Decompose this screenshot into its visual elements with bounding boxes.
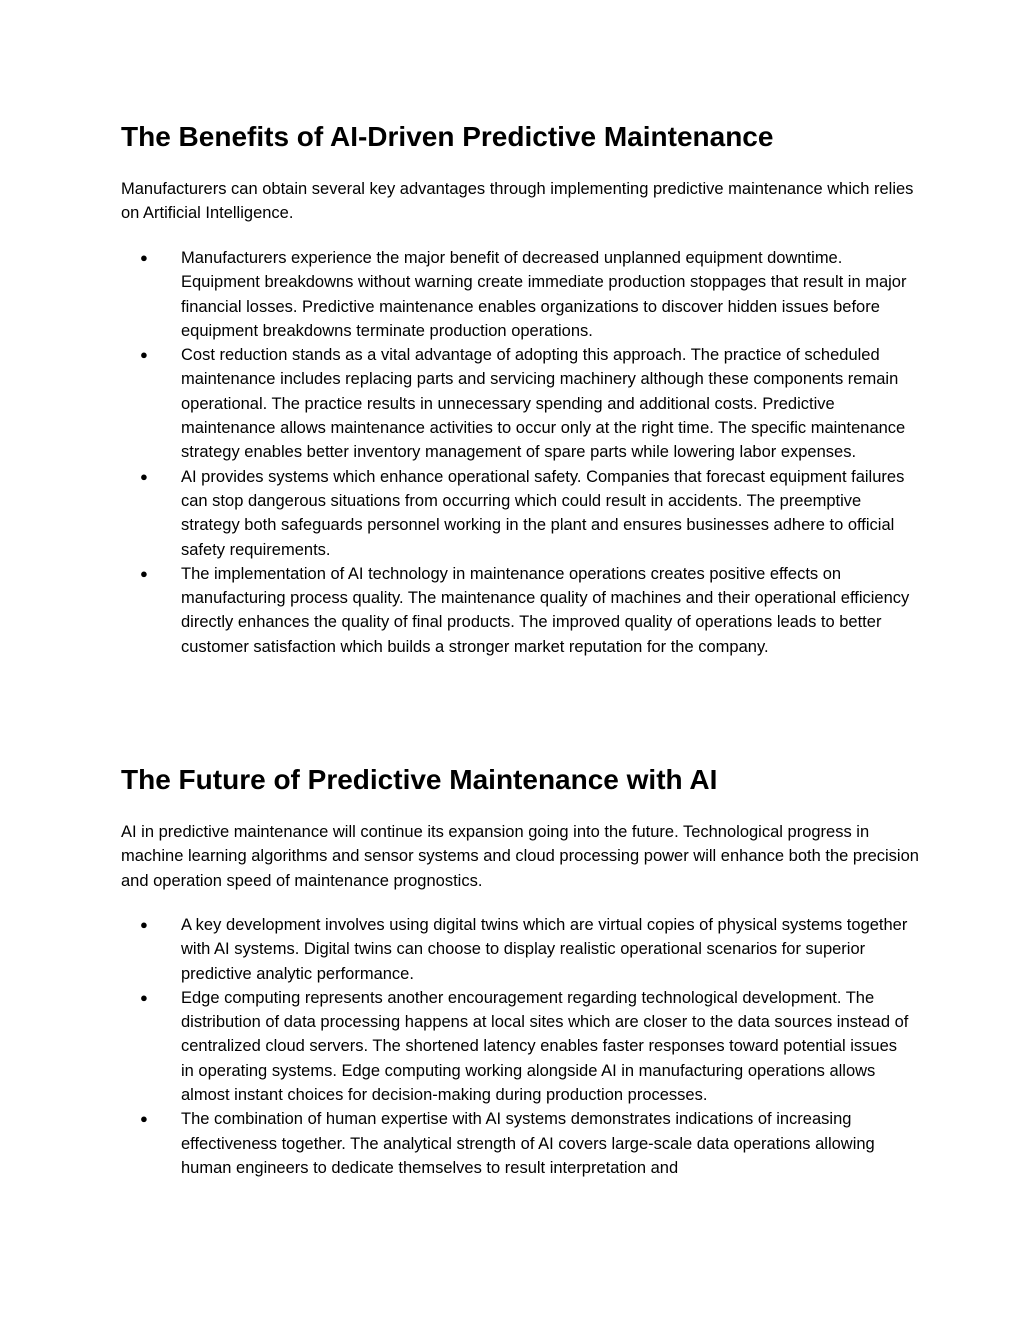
list-item — [121, 986, 911, 1107]
list-item — [121, 246, 911, 343]
bullet-icon: ● — [140, 1111, 148, 1127]
list-item-text: Manufacturers experience the major benefit of decreased unplanned equipment downtime. Equipment breakdowns without warning create immediate production stoppages that result in major financial losses. Predictive maintenance enables organizations to discover hidden issues before equipment breakdowns terminate production operations. — [181, 249, 907, 340]
bullet-icon: ● — [140, 917, 148, 932]
list-item-text: Cost reduction stands as a vital advantage of adopting this approach. The practice of scheduled maintenance includes replacing parts and servicing machinery although these components remain operational. The practice results in unnecessary spending and additional costs. Predictive maintenance allows maintenance activities to occur only at the right time. The specific maintenance strategy enables better inventory management of spare parts while lowering labor expenses. — [181, 346, 906, 462]
list-item-text: AI provides systems which enhance operational safety. Companies that forecast equipment failures can stop dangerous situations from occurring which could result in accidents. The preemptive strategy both safeguards personnel working in the plant and ensures businesses adhere to official safety requirements. — [181, 467, 905, 559]
bullet-icon: ● — [140, 565, 148, 581]
bullet-icon: ● — [140, 250, 148, 265]
list-item-text: Edge computing represents another encouragement regarding technological development. The distribution of data processing happens at local sites which are closer to the data sources instead of centralized cloud servers. The shortened latency enables faster responses toward potential issues in operating systems. Edge computing working alongside AI in manufacturing operations allows almost instant choices for decision-making during production processes. — [181, 988, 909, 1105]
bullet-icon: ● — [140, 989, 148, 1005]
section-heading-benefits: The Benefits of AI-Driven Predictive Maintenance — [121, 121, 774, 152]
benefits-bullet-list — [121, 246, 911, 659]
list-item-text: The combination of human expertise with AI systems demonstrates indications of increasing effectiveness together. The analytical strength of AI covers large-scale data operations allowing human engineers to dedicate themselves to result interpretation and — [181, 1110, 875, 1177]
bullet-icon: ● — [140, 468, 148, 484]
section-heading-future: The Future of Predictive Maintenance with AI — [121, 764, 718, 795]
list-item-text: A key development involves using digital twins which are virtual copies of physical systems together with AI systems. Digital twins can choose to display realistic operational scenarios for superior predictive analytic performance. — [181, 916, 908, 983]
list-item — [121, 562, 911, 659]
benefits-intro-paragraph: Manufacturers can obtain several key advantages through implementing predictive maintenance which relies on Artificial Intelligence. — [121, 180, 914, 223]
list-item-text: The implementation of AI technology in maintenance operations creates positive effects on manufacturing process quality. The maintenance quality of machines and their operational efficiency directly enhances the quality of final products. The improved quality of operations leads to better customer satisfaction which builds a stronger market reputation for the company. — [181, 564, 910, 656]
list-item — [121, 913, 911, 986]
future-intro-paragraph: AI in predictive maintenance will continue its expansion going into the future. Technological progress in machine learning algorithms and sensor systems and cloud processing power will enhance both the precision and operation speed of maintenance prognostics. — [121, 823, 919, 890]
list-item — [121, 1107, 911, 1180]
list-item — [121, 343, 911, 464]
bullet-icon: ● — [140, 347, 148, 363]
list-item — [121, 465, 911, 562]
future-bullet-list — [121, 913, 911, 1180]
